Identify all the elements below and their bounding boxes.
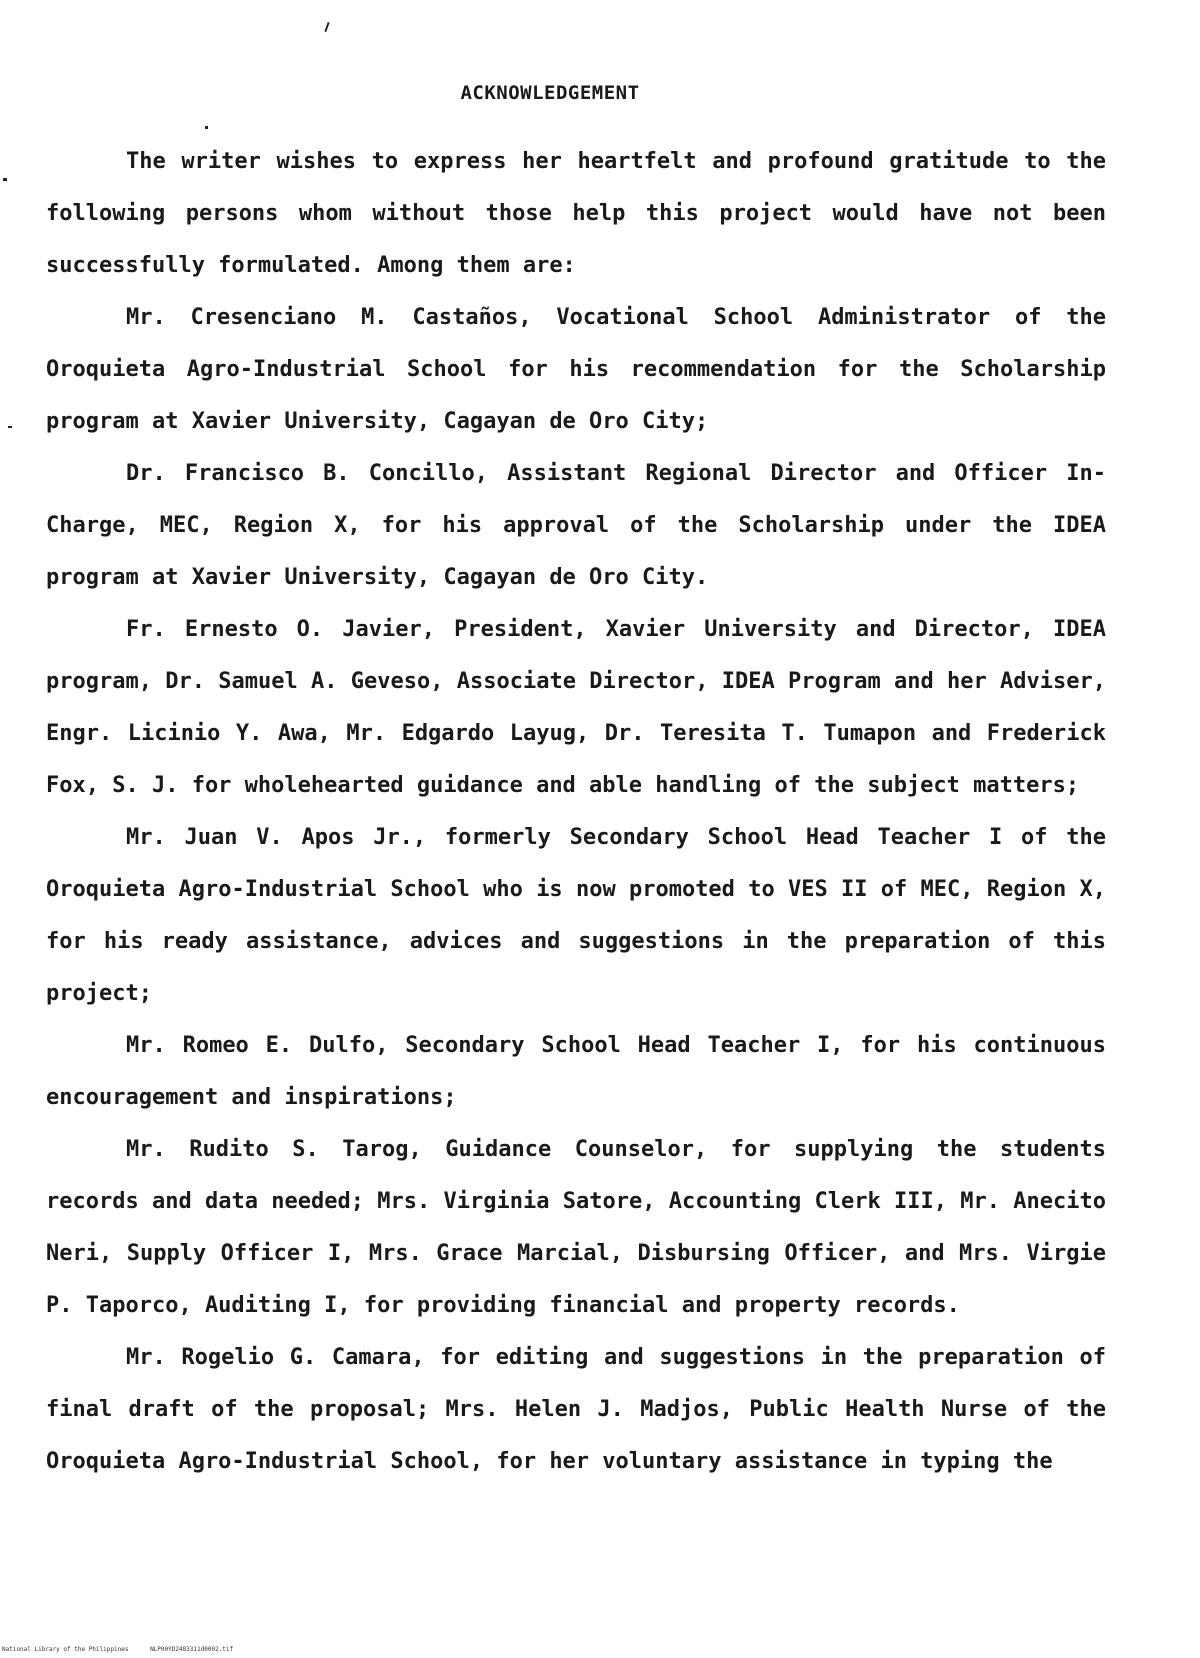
scan-footer: [2, 1646, 251, 1653]
paragraph-concillo: Dr. Francisco B. Concillo, Assistant Regional Director and Officer In-Charge, MEC, Region X, for his approval of the Scholarship under the IDEA program at Xavier University, Cagayan de Oro City.: [46, 461, 1106, 590]
footer-library: National Library of the Philippines: [2, 1646, 129, 1653]
scan-speck: [324, 22, 329, 32]
paragraph-apos: Mr. Juan V. Apos Jr., formerly Secondary School Head Teacher I of the Oroquieta Agro-Industrial School who is now promoted to VES II of MEC, Region X, for his ready assistance, advices and suggestions in the preparation of this project;: [46, 825, 1106, 1006]
footer-filename: NLP00YD2483311d0002.tif: [150, 1646, 234, 1653]
paragraph-tarog: Mr. Rudito S. Tarog, Guidance Counselor, for supplying the students records and data needed; Mrs. Virginia Satore, Accounting Clerk III, Mr. Anecito Neri, Supply Officer I, Mrs. Grace Marcial, Disbursing Officer, and Mrs. Virgie P. Taporco, Auditing I, for providing financial and property records.: [46, 1137, 1106, 1318]
page-title: ACKNOWLEDGEMENT: [460, 82, 640, 104]
scan-speck: [3, 178, 7, 181]
paragraph-camara: Mr. Rogelio G. Camara, for editing and suggestions in the preparation of final draft of the proposal; Mrs. Helen J. Madjos, Public Health Nurse of the Oroquieta Agro-Industrial School, for her voluntary assistance in typing the: [46, 1345, 1106, 1474]
scan-speck: [8, 426, 12, 428]
paragraph-dulfo: Mr. Romeo E. Dulfo, Secondary School Head Teacher I, for his continuous encouragement and inspirations;: [46, 1033, 1106, 1110]
paragraph-intro: The writer wishes to express her heartfelt and profound gratitude to the following persons whom without those help this project would have not been successfully formulated. Among them are:: [46, 149, 1106, 278]
acknowledgement-body: [46, 136, 1106, 1488]
paragraph-javier: Fr. Ernesto O. Javier, President, Xavier University and Director, IDEA program, Dr. Samuel A. Geveso, Associate Director, IDEA Program and her Adviser, Engr. Licinio Y. Awa, Mr. Edgardo Layug, Dr. Teresita T. Tumapon and Frederick Fox, S. J. for wholehearted guidance and able handling of the subject matters;: [46, 617, 1106, 798]
paragraph-castanos: Mr. Cresenciano M. Castaños, Vocational School Administrator of the Oroquieta Agro-Industrial School for his recommendation for the Scholarship program at Xavier University, Cagayan de Oro City;: [46, 305, 1106, 434]
scan-speck: [205, 126, 208, 129]
